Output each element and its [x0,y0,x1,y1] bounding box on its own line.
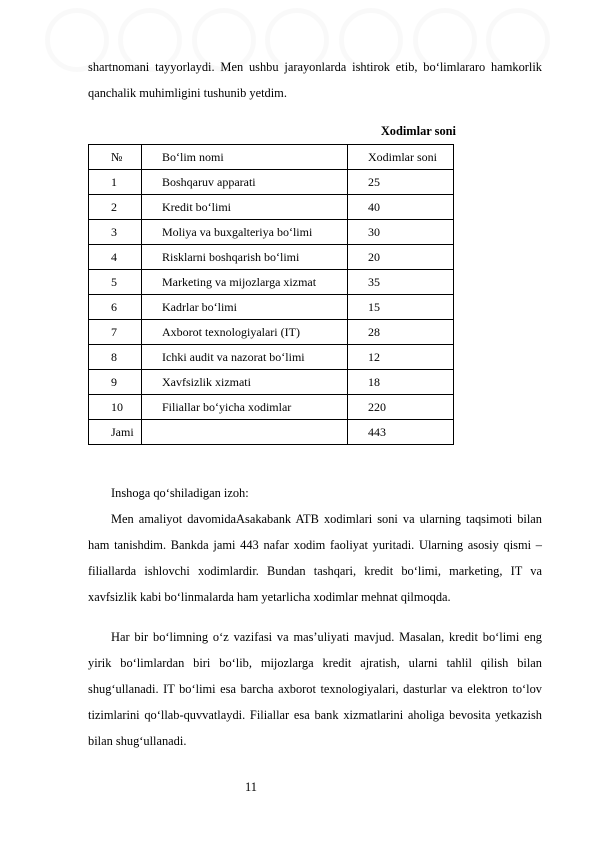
header-department: Bo‘lim nomi [142,145,348,170]
row-number: 8 [89,345,142,370]
row-department: Filiallar bo‘yicha xodimlar [142,395,348,420]
row-number: 9 [89,370,142,395]
table-row [89,345,454,370]
table-row [89,195,454,220]
row-staff-count: 20 [348,245,454,270]
row-department: Kadrlar bo‘limi [142,295,348,320]
table-row [89,370,454,395]
table-row [89,320,454,345]
row-number: 10 [89,395,142,420]
total-label: Jami [89,420,142,445]
row-staff-count: 18 [348,370,454,395]
row-staff-count: 28 [348,320,454,345]
row-number: 2 [89,195,142,220]
row-department: Axborot texnologiyalari (IT) [142,320,348,345]
table-row [89,170,454,195]
row-number: 3 [89,220,142,245]
table-row [89,245,454,270]
note-label: Inshoga qo‘shiladigan izoh: [111,486,249,500]
row-department: Risklarni boshqarish bo‘limi [142,245,348,270]
page-number: 11 [245,780,257,794]
row-department: Boshqaruv apparati [142,170,348,195]
header-number: № [89,145,142,170]
table-row [89,395,454,420]
row-staff-count: 15 [348,295,454,320]
table-row [89,220,454,245]
intro-paragraph: shartnomani tayyorlaydi. Men ushbu jarayonlarda ishtirok etib, bo‘limlararo hamkorlik qanchalik muhimligini tushunib yetdim. [88,60,542,100]
header-staff-count: Xodimlar soni [348,145,454,170]
row-staff-count: 12 [348,345,454,370]
row-department: Xavfsizlik xizmati [142,370,348,395]
table-header-row [89,145,454,170]
table-row [89,270,454,295]
row-department: Marketing va mijozlarga xizmat [142,270,348,295]
row-number: 6 [89,295,142,320]
row-number: 1 [89,170,142,195]
paragraph-staff-overview: Men amaliyot davomidaAsakabank ATB xodimlari soni va ularning taqsimoti bilan ham tanishdim. Bankda jami 443 nafar xodim faoliyat yuritadi. Ularning asosiy qismi – filiallarda ishlovchi xodimlardir. Bundan tashqari, kredit bo‘limi, marketing, IT va xavfsizlik kabi bo‘linmalarda ham yetarlicha xodimlar mehnat qilmoqda. [88,512,542,604]
row-number: 7 [89,320,142,345]
row-staff-count: 40 [348,195,454,220]
row-staff-count: 25 [348,170,454,195]
row-department: Moliya va buxgalteriya bo‘limi [142,220,348,245]
row-department: Ichki audit va nazorat bo‘limi [142,345,348,370]
total-empty-cell [142,420,348,445]
row-staff-count: 35 [348,270,454,295]
row-department: Kredit bo‘limi [142,195,348,220]
row-number: 4 [89,245,142,270]
table-row [89,295,454,320]
staff-table [88,144,454,445]
paragraph-department-roles: Har bir bo‘limning o‘z vazifasi va mas’uliyati mavjud. Masalan, kredit bo‘limi eng yirik bo‘limlardan biri bo‘lib, mijozlarga kredit ajratish, ularni tahlil qilish bilan shug‘ullanadi. IT bo‘limi esa barcha axborot texnologiyalari, dasturlar va elektron to‘lov tizimlarini qo‘llab-quvvatlaydi. Filiallar esa bank xizmatlarini aholiga bevosita yetkazish bilan shug‘ullanadi. [88,630,542,748]
row-staff-count: 30 [348,220,454,245]
table-title: Xodimlar soni [380,124,456,138]
row-staff-count: 220 [348,395,454,420]
total-value: 443 [348,420,454,445]
row-number: 5 [89,270,142,295]
table-total-row [89,420,454,445]
